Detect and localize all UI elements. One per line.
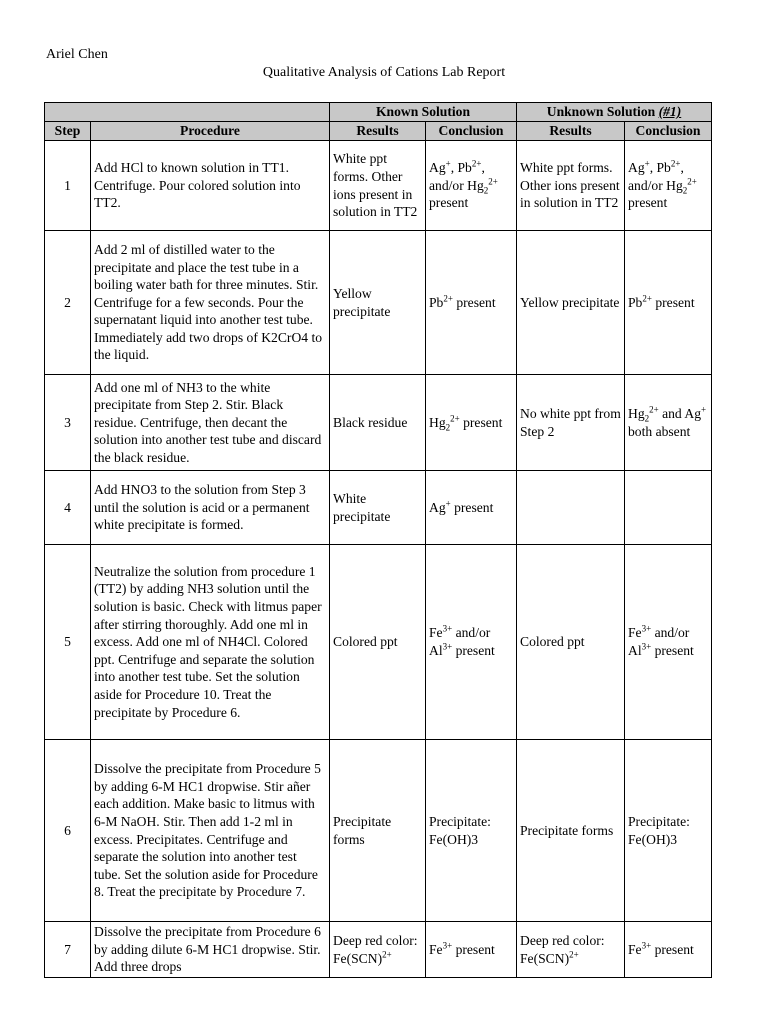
superscript: +	[445, 498, 451, 509]
cell-text: present	[651, 941, 694, 957]
subscript: 2	[644, 413, 650, 424]
known-results	[330, 922, 426, 978]
unknown-solution-label: Unknown Solution	[546, 104, 659, 120]
cell-text: , Pb	[649, 160, 671, 176]
cell-text: present	[429, 195, 469, 211]
superscript: 2+	[642, 293, 652, 304]
table-row	[45, 922, 712, 978]
procedure-text: Add HCl to known solution in TT1. Centrifuge. Pour colored solution into TT2.	[91, 141, 330, 231]
superscript: +	[644, 158, 650, 169]
cell-text: and/or Al	[429, 625, 491, 658]
cell-text: both absent	[628, 423, 691, 439]
cell-text: present	[628, 195, 668, 211]
lab-report-table	[44, 102, 712, 978]
known-results: Yellow precipitate	[330, 231, 426, 375]
cell-text: Ag	[429, 160, 446, 176]
known-results-header: Results	[330, 122, 426, 141]
table-row	[45, 545, 712, 740]
cell-text: present	[452, 941, 495, 957]
blank-header	[45, 103, 330, 122]
author-name: Ariel Chen	[46, 47, 108, 62]
table-row	[45, 740, 712, 922]
cell-text: Ag	[429, 499, 446, 515]
cell-text: , and/or Hg	[429, 160, 485, 193]
cell-text: and Ag	[658, 405, 701, 421]
procedure-text: Dissolve the precipitate from Procedure 5 by adding 6-M HC1 dropwise. Stir añer each addition. Make basic to litmus with 6-M NaOH. Stir. Then add 1-2 ml in excess. Precipitates. Centrifuge and separate the solution into another test tube. Set the solution aside for Procedure 8. Treat the precipitate by Procedure 7.	[91, 740, 330, 922]
known-conclusion	[426, 231, 517, 375]
unknown-results	[517, 471, 625, 545]
unknown-solution-id: (#1)	[658, 104, 682, 120]
superscript: 2+	[450, 413, 460, 424]
known-results: Black residue	[330, 375, 426, 471]
procedure-text: Add 2 ml of distilled water to the precipitate and place the test tube in a boiling water bath for three minutes. Stir. Centrifuge for a few seconds. Pour the supernatant liquid into another test tube. Immediately add two drops of K2CrO4 to the liquid.	[91, 231, 330, 375]
superscript: 2+	[488, 176, 498, 187]
unknown-results	[517, 922, 625, 978]
superscript: 3+	[442, 940, 453, 951]
unknown-solution-header	[517, 103, 712, 122]
superscript: 2+	[649, 404, 659, 415]
procedure-header: Procedure	[91, 122, 330, 141]
superscript: 3+	[442, 623, 453, 634]
known-conclusion: Precipitate: Fe(OH)3	[426, 740, 517, 922]
cell-text: present	[450, 499, 494, 515]
known-conclusion	[426, 375, 517, 471]
superscript: 2+	[670, 158, 681, 169]
superscript: 2+	[382, 948, 392, 959]
superscript: 3+	[641, 623, 652, 634]
subscript: 2	[682, 185, 688, 196]
unknown-conclusion	[625, 922, 712, 978]
step-number: 1	[45, 141, 91, 231]
unknown-conclusion	[625, 545, 712, 740]
unknown-conclusion	[625, 471, 712, 545]
table-row	[45, 471, 712, 545]
step-number: 6	[45, 740, 91, 922]
cell-text: Fe	[429, 625, 443, 641]
superscript: 2+	[471, 158, 482, 169]
known-conclusion	[426, 141, 517, 231]
cell-text: present	[651, 294, 695, 310]
known-results: White precipitate	[330, 471, 426, 545]
cell-text: Pb	[628, 294, 643, 310]
subscript: 2	[483, 185, 489, 196]
superscript: 2+	[443, 293, 453, 304]
superscript: 3+	[442, 641, 453, 652]
procedure-text: Neutralize the solution from procedure 1 (TT2) by adding NH3 solution until the solution is basic. Check with litmus paper after stirring thoroughly. Add one ml in excess. Add one ml of NH4Cl. Colored ppt. Centrifuge and separate the solution into another test tube. Set the solution aside for Procedure 10. Treat the precipitate by Procedure 6.	[91, 545, 330, 740]
cell-text: Fe	[628, 625, 642, 641]
superscript: 2+	[687, 176, 697, 187]
superscript: +	[445, 158, 451, 169]
table-row	[45, 141, 712, 231]
group-header-row	[45, 103, 712, 122]
known-conclusion	[426, 545, 517, 740]
step-number: 7	[45, 922, 91, 978]
cell-text: Deep red color: Fe(SCN)	[520, 932, 605, 966]
known-conclusion	[426, 922, 517, 978]
unknown-conclusion	[625, 141, 712, 231]
cell-text: present	[651, 643, 694, 658]
known-conclusion-header: Conclusion	[426, 122, 517, 141]
step-number: 4	[45, 471, 91, 545]
cell-text: present	[459, 414, 503, 430]
superscript: 2+	[569, 948, 579, 959]
known-solution-header: Known Solution	[330, 103, 517, 122]
procedure-text: Dissolve the precipitate from Procedure 6 by adding dilute 6-M HC1 dropwise. Stir. Add three drops	[91, 922, 330, 978]
known-results: White ppt forms. Other ions present in solution in TT2	[330, 141, 426, 231]
superscript: 3+	[641, 940, 652, 951]
cell-text: Ag	[628, 160, 645, 176]
cell-text: Fe	[628, 941, 642, 957]
unknown-results: No white ppt from Step 2	[517, 375, 625, 471]
table-row	[45, 375, 712, 471]
cell-text: , Pb	[450, 160, 472, 176]
cell-text: present	[452, 294, 496, 310]
cell-text: Deep red color: Fe(SCN)	[333, 932, 418, 966]
unknown-results: Yellow precipitate	[517, 231, 625, 375]
unknown-results: White ppt forms. Other ions present in solution in TT2	[517, 141, 625, 231]
cell-text: and/or Al	[628, 625, 690, 658]
superscript: 3+	[641, 641, 652, 652]
step-header: Step	[45, 122, 91, 141]
procedure-text: Add HNO3 to the solution from Step 3 until the solution is acid or a permanent white precipitate is formed.	[91, 471, 330, 545]
table-row	[45, 231, 712, 375]
step-number: 3	[45, 375, 91, 471]
report-title: Qualitative Analysis of Cations Lab Report	[262, 65, 506, 80]
unknown-conclusion	[625, 375, 712, 471]
known-results: Colored ppt	[330, 545, 426, 740]
unknown-conclusion	[625, 231, 712, 375]
cell-text: Hg	[628, 405, 645, 421]
step-number: 5	[45, 545, 91, 740]
subscript: 2	[445, 422, 451, 433]
unknown-results: Precipitate forms	[517, 740, 625, 922]
superscript: +	[701, 404, 707, 415]
cell-text: Fe	[429, 941, 443, 957]
unknown-results: Colored ppt	[517, 545, 625, 740]
known-results: Precipitate forms	[330, 740, 426, 922]
known-conclusion	[426, 471, 517, 545]
cell-text: Pb	[429, 294, 444, 310]
procedure-text: Add one ml of NH3 to the white precipitate from Step 2. Stir. Black residue. Centrifuge, then decant the solution into another test tube and discard the black residue.	[91, 375, 330, 471]
unknown-conclusion: Precipitate: Fe(OH)3	[625, 740, 712, 922]
unknown-conclusion-header: Conclusion	[625, 122, 712, 141]
column-header-row	[45, 122, 712, 141]
step-number: 2	[45, 231, 91, 375]
unknown-results-header: Results	[517, 122, 625, 141]
cell-text: Hg	[429, 414, 446, 430]
cell-text: , and/or Hg	[628, 160, 684, 193]
cell-text: present	[452, 643, 495, 658]
